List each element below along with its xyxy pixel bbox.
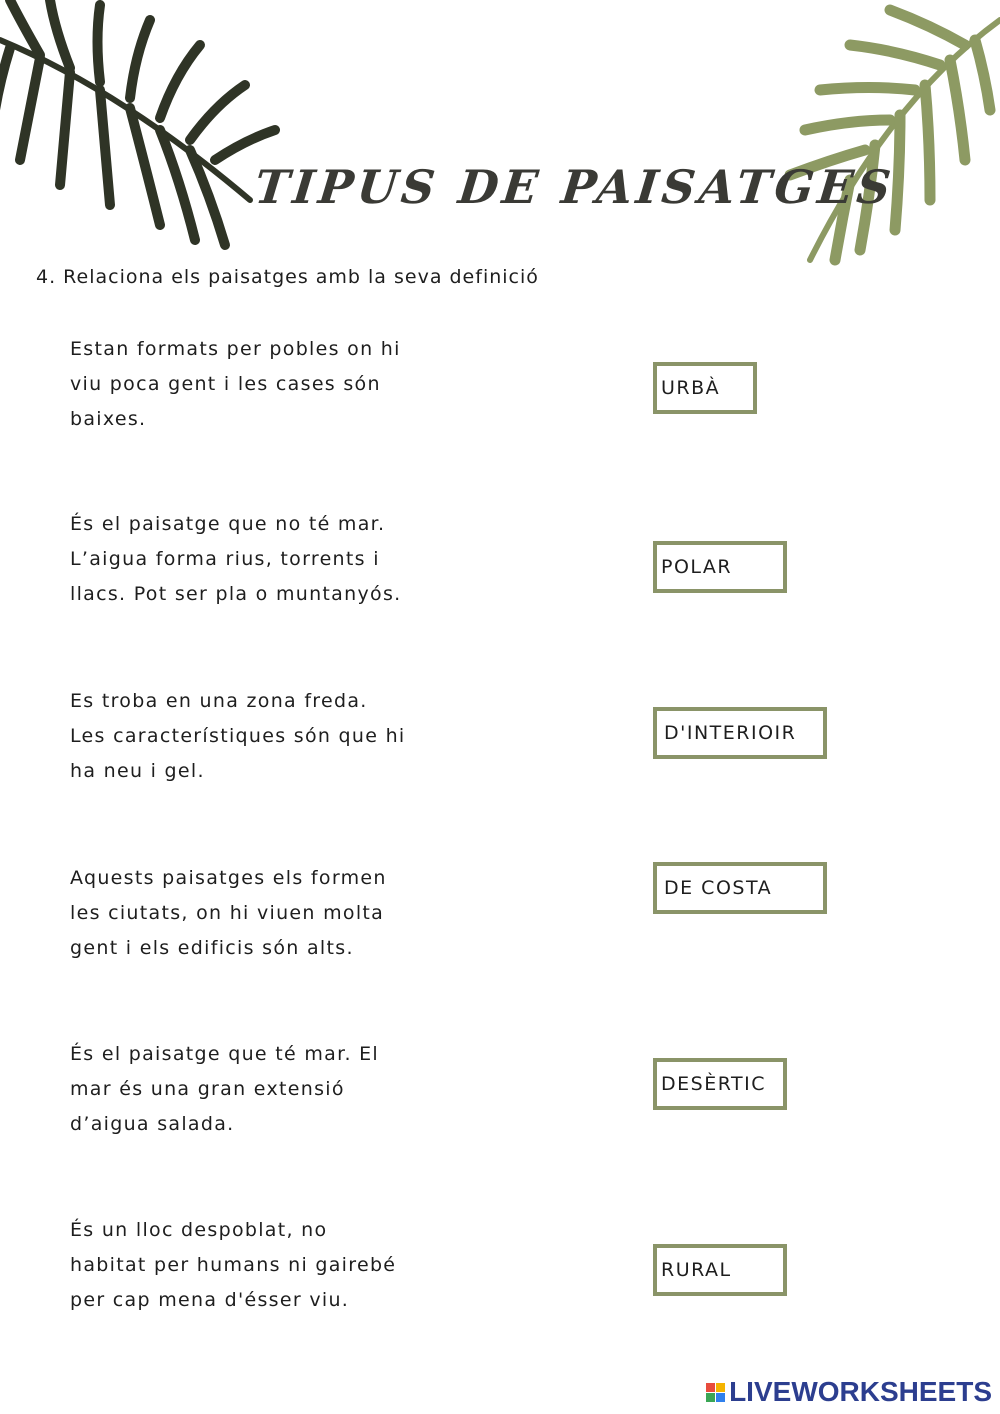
definition-line: habitat per humans ni gairebé — [70, 1254, 397, 1276]
definition-line: les ciutats, on hi viuen molta — [70, 902, 385, 924]
definition-line: viu poca gent i les cases són — [70, 373, 381, 395]
definition-line: És el paisatge que no té mar. — [70, 513, 386, 535]
answer-box-desertic[interactable]: DESÈRTIC — [653, 1058, 787, 1110]
definition-line: Aquests paisatges els formen — [70, 867, 387, 889]
page-title: TIPUS DE PAISATGES — [252, 160, 898, 214]
definition-line: L’aigua forma rius, torrents i — [70, 548, 380, 570]
definition-6 — [70, 1213, 460, 1318]
liveworksheets-logo-icon — [706, 1383, 725, 1402]
definition-2 — [70, 507, 460, 612]
palm-leaf-left-icon — [0, 0, 300, 260]
definition-4 — [70, 861, 460, 966]
brand-text: LIVEWORKSHEETS — [729, 1376, 992, 1407]
definition-line: d’aigua salada. — [70, 1113, 235, 1135]
definition-line: És el paisatge que té mar. El — [70, 1043, 380, 1065]
answer-box-rural[interactable]: RURAL — [653, 1244, 787, 1296]
answer-box-polar[interactable]: POLAR — [653, 541, 787, 593]
palm-leaf-right-icon — [750, 0, 1000, 270]
definition-line: Estan formats per pobles on hi — [70, 338, 401, 360]
definition-line: llacs. Pot ser pla o muntanyós. — [70, 583, 402, 605]
definition-3 — [70, 684, 460, 789]
definition-line: baixes. — [70, 408, 147, 430]
definition-line: gent i els edificis són alts. — [70, 937, 354, 959]
liveworksheets-brand[interactable] — [706, 1376, 992, 1408]
definition-line: ha neu i gel. — [70, 760, 205, 782]
answer-box-de-costa[interactable]: DE COSTA — [653, 862, 827, 914]
definition-1 — [70, 332, 460, 437]
definition-line: Es troba en una zona freda. — [70, 690, 368, 712]
instruction-text: 4. Relaciona els paisatges amb la seva definició — [36, 266, 539, 288]
definition-line: per cap mena d'ésser viu. — [70, 1289, 350, 1311]
answer-box-urba[interactable]: URBÀ — [653, 362, 757, 414]
definition-5 — [70, 1037, 460, 1142]
answer-box-interior[interactable]: D'INTERIOIR — [653, 707, 827, 759]
definition-line: mar és una gran extensió — [70, 1078, 345, 1100]
definition-line: És un lloc despoblat, no — [70, 1219, 328, 1241]
definition-line: Les característiques són que hi — [70, 725, 406, 747]
